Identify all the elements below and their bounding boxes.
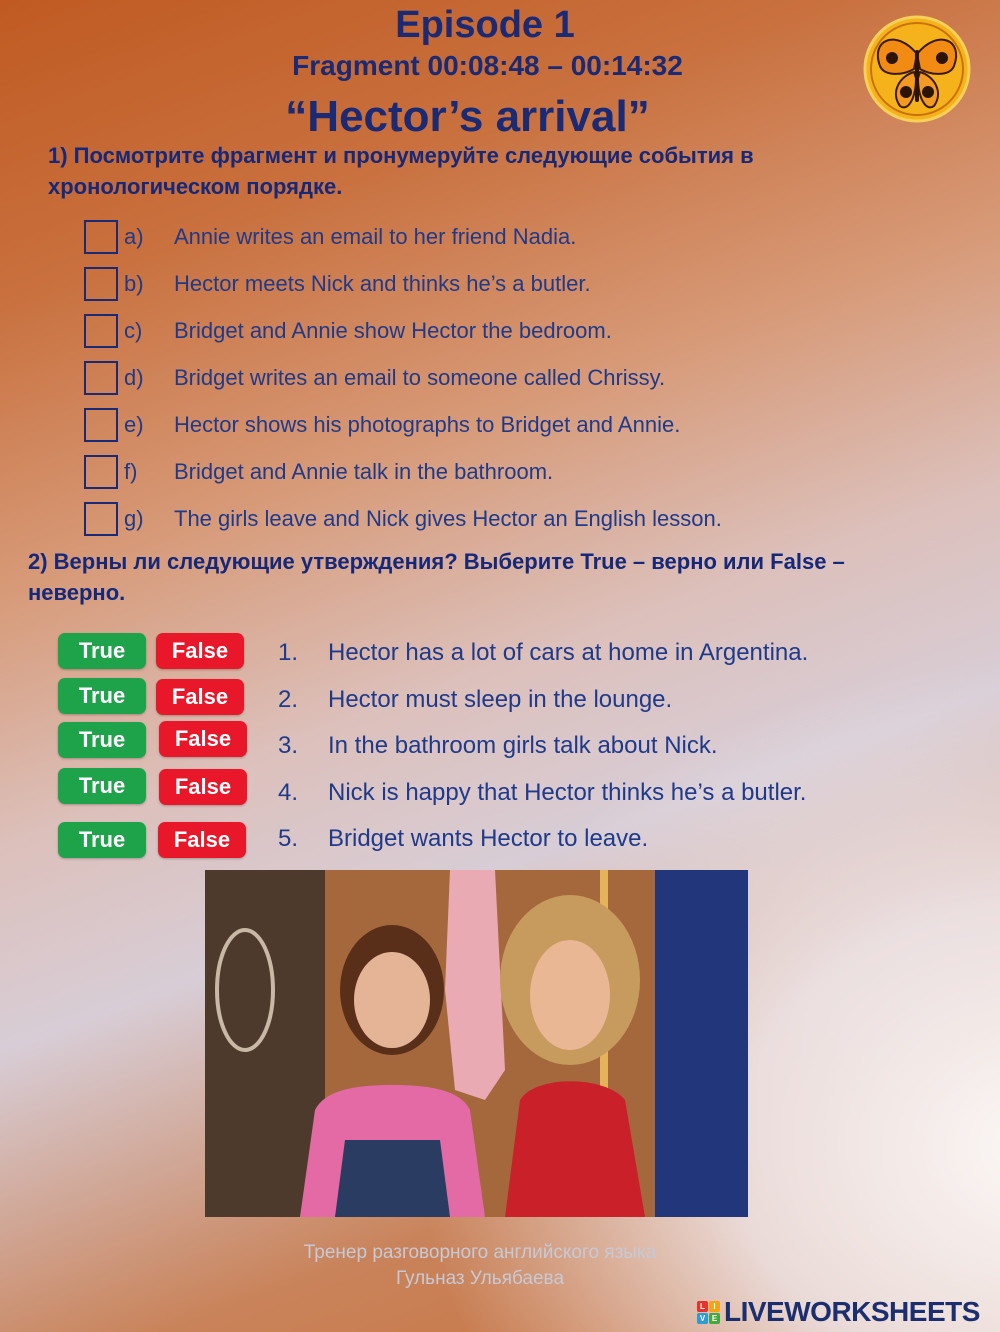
statement-number: 3. [278, 732, 299, 759]
false-button-2[interactable]: False [156, 679, 244, 715]
event-row-b [84, 265, 824, 303]
statement-number: 5. [278, 825, 299, 852]
statement-row-4 [278, 775, 898, 811]
statement-row-2 [278, 682, 898, 718]
event-letter: e) [124, 412, 144, 437]
event-row-a [84, 218, 824, 256]
statement-text: Hector has a lot of cars at home in Argentina. [328, 639, 809, 666]
event-text: Annie writes an email to her friend Nadia. [174, 224, 577, 249]
episode-still-image [205, 870, 748, 1217]
brand-text: LIVEWORKSHEETS [724, 1296, 980, 1327]
event-row-e [84, 406, 824, 444]
order-input-e[interactable] [84, 408, 118, 442]
task1-instruction-line1: 1) Посмотрите фрагмент и пронумеруйте следующие события в [48, 143, 754, 168]
statement-number: 1. [278, 639, 299, 666]
statement-row-5 [278, 821, 898, 857]
event-text: The girls leave and Nick gives Hector an English lesson. [174, 506, 722, 531]
true-button-1[interactable]: True [58, 633, 146, 669]
order-input-a[interactable] [84, 220, 118, 254]
order-input-f[interactable] [84, 455, 118, 489]
event-row-c [84, 312, 824, 350]
fragment-timecode: Fragment 00:08:48 – 00:14:32 [292, 50, 683, 81]
statement-text: Hector must sleep in the lounge. [328, 686, 673, 713]
statement-row-3 [278, 728, 898, 764]
task1-instruction-line2: хронологическом порядке. [48, 174, 343, 199]
task1-instruction [48, 140, 848, 202]
false-button-4[interactable]: False [159, 769, 247, 805]
event-letter: b) [124, 271, 144, 296]
footer-author-title: Тренер разговорного английского языка [303, 1242, 657, 1263]
true-button-3[interactable]: True [58, 722, 146, 758]
event-letter: f) [124, 459, 138, 484]
true-button-2[interactable]: True [58, 678, 146, 714]
event-text: Bridget and Annie talk in the bathroom. [174, 459, 554, 484]
statement-text: Bridget wants Hector to leave. [328, 825, 649, 852]
order-input-g[interactable] [84, 502, 118, 536]
event-letter: c) [124, 318, 143, 343]
event-row-g [84, 500, 824, 538]
statement-row-1 [278, 635, 898, 671]
task2-instruction [28, 546, 888, 608]
order-input-d[interactable] [84, 361, 118, 395]
statement-number: 4. [278, 779, 299, 806]
false-button-5[interactable]: False [158, 822, 246, 858]
event-row-d [84, 359, 824, 397]
task2-instruction-line2: неверно. [28, 580, 126, 605]
true-button-5[interactable]: True [58, 822, 146, 858]
false-button-1[interactable]: False [156, 633, 244, 669]
statement-number: 2. [278, 686, 299, 713]
episode-title: Episode 1 [395, 4, 575, 46]
order-input-c[interactable] [84, 314, 118, 348]
statement-text: Nick is happy that Hector thinks he’s a butler. [328, 779, 807, 806]
event-text: Hector meets Nick and thinks he’s a butler. [174, 271, 591, 296]
event-text: Hector shows his photographs to Bridget and Annie. [174, 412, 681, 437]
event-text: Bridget and Annie show Hector the bedroom. [174, 318, 612, 343]
task2-instruction-line1: 2) Верны ли следующие утверждения? Выберите True – верно или False – [28, 549, 845, 574]
order-input-b[interactable] [84, 267, 118, 301]
statement-text: In the bathroom girls talk about Nick. [328, 732, 718, 759]
event-letter: d) [124, 365, 144, 390]
event-letter: g) [124, 506, 144, 531]
event-text: Bridget writes an email to someone called Chrissy. [174, 365, 666, 390]
butterfly-logo-icon [862, 14, 972, 124]
event-row-f [84, 453, 824, 491]
liveworksheets-logo-icon: L I V E [697, 1301, 720, 1324]
episode-subtitle: “Hector’s arrival” [285, 92, 650, 141]
liveworksheets-brand [697, 1296, 980, 1328]
true-button-4[interactable]: True [58, 768, 146, 804]
false-button-3[interactable]: False [159, 721, 247, 757]
footer-author-name: Гульназ Ульябаева [395, 1268, 565, 1289]
event-letter: a) [124, 224, 144, 249]
